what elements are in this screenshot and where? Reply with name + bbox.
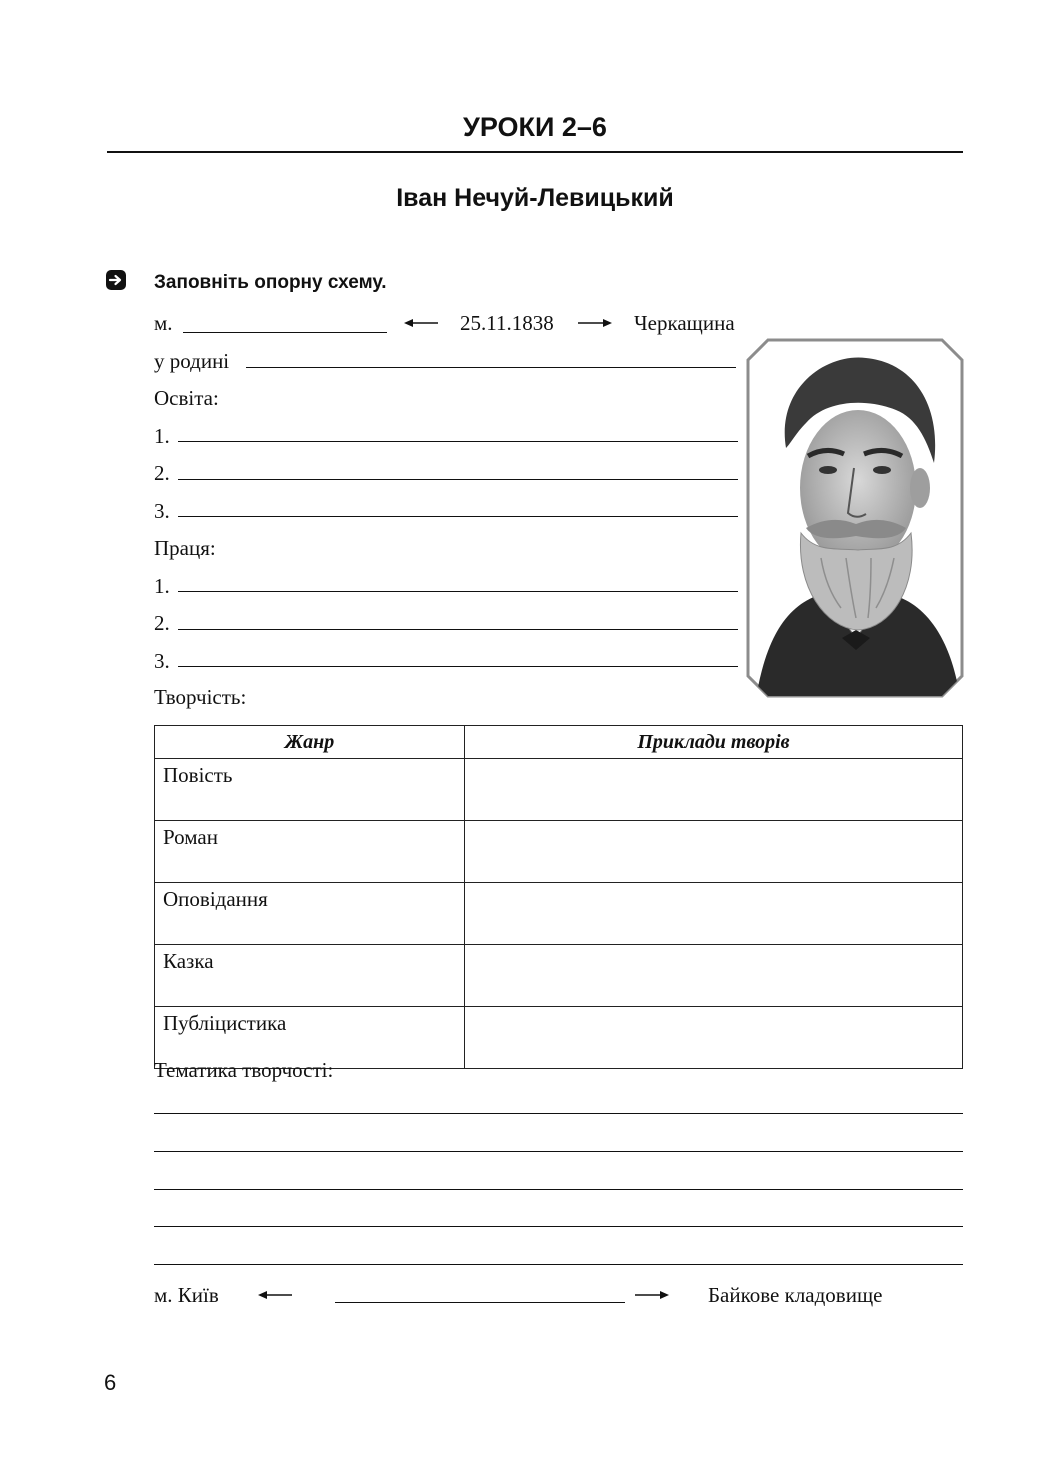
header-rule bbox=[107, 151, 963, 153]
examples-cell[interactable] bbox=[465, 883, 963, 945]
task-instruction: Заповніть опорну схему. bbox=[154, 272, 387, 293]
examples-cell[interactable] bbox=[465, 945, 963, 1007]
author-name: Іван Нечуй-Левицький bbox=[396, 184, 674, 212]
genre-cell: Публіцистика bbox=[155, 1007, 465, 1069]
arrow-right-icon bbox=[578, 316, 612, 330]
death-date-blank[interactable] bbox=[335, 1302, 625, 1303]
education-item-number: 3. bbox=[154, 499, 170, 523]
examples-cell[interactable] bbox=[465, 759, 963, 821]
themes-blank-line[interactable] bbox=[154, 1226, 963, 1227]
table-row bbox=[155, 945, 963, 1007]
arrow-left-icon bbox=[404, 316, 438, 330]
arrow-right-circle-icon bbox=[106, 270, 126, 290]
death-city: м. Київ bbox=[154, 1283, 219, 1307]
arrow-right-icon bbox=[635, 1288, 669, 1302]
birth-city-label: м. bbox=[154, 311, 173, 335]
genre-works-table bbox=[154, 725, 963, 1069]
arrow-left-icon bbox=[258, 1288, 292, 1302]
education-item-blank[interactable] bbox=[178, 479, 738, 480]
themes-label: Тематика творчості: bbox=[154, 1058, 334, 1082]
creativity-label: Творчість: bbox=[154, 685, 247, 709]
themes-blank-line[interactable] bbox=[154, 1113, 963, 1114]
birth-city-blank[interactable] bbox=[183, 332, 387, 333]
education-label: Освіта: bbox=[154, 386, 219, 410]
work-item-blank[interactable] bbox=[178, 666, 738, 667]
genre-cell: Повість bbox=[155, 759, 465, 821]
table-header-genre: Жанр bbox=[155, 726, 465, 759]
education-item-number: 2. bbox=[154, 461, 170, 485]
lesson-title: УРОКИ 2–6 bbox=[463, 112, 607, 142]
examples-cell[interactable] bbox=[465, 821, 963, 883]
work-item-blank[interactable] bbox=[178, 591, 738, 592]
table-row bbox=[155, 759, 963, 821]
work-label: Праця: bbox=[154, 536, 216, 560]
family-blank[interactable] bbox=[246, 367, 736, 368]
education-item-blank[interactable] bbox=[178, 441, 738, 442]
genre-cell: Казка bbox=[155, 945, 465, 1007]
education-item-blank[interactable] bbox=[178, 516, 738, 517]
author-portrait-icon bbox=[746, 338, 964, 698]
birth-date: 25.11.1838 bbox=[460, 311, 554, 335]
work-item-number: 2. bbox=[154, 611, 170, 635]
genre-cell: Оповідання bbox=[155, 883, 465, 945]
genre-cell: Роман bbox=[155, 821, 465, 883]
family-label: у родині bbox=[154, 349, 230, 373]
page-number: 6 bbox=[104, 1370, 117, 1395]
table-row bbox=[155, 883, 963, 945]
table-row bbox=[155, 821, 963, 883]
examples-cell[interactable] bbox=[465, 1007, 963, 1069]
education-item-number: 1. bbox=[154, 424, 170, 448]
themes-blank-line[interactable] bbox=[154, 1189, 963, 1190]
themes-blank-line[interactable] bbox=[154, 1151, 963, 1152]
work-item-number: 3. bbox=[154, 649, 170, 673]
work-item-blank[interactable] bbox=[178, 629, 738, 630]
table-header-examples: Приклади творів bbox=[465, 726, 963, 759]
themes-blank-line[interactable] bbox=[154, 1264, 963, 1265]
birth-region: Черкащина bbox=[634, 311, 735, 335]
burial-place: Байкове кладовище bbox=[708, 1283, 883, 1307]
work-item-number: 1. bbox=[154, 574, 170, 598]
